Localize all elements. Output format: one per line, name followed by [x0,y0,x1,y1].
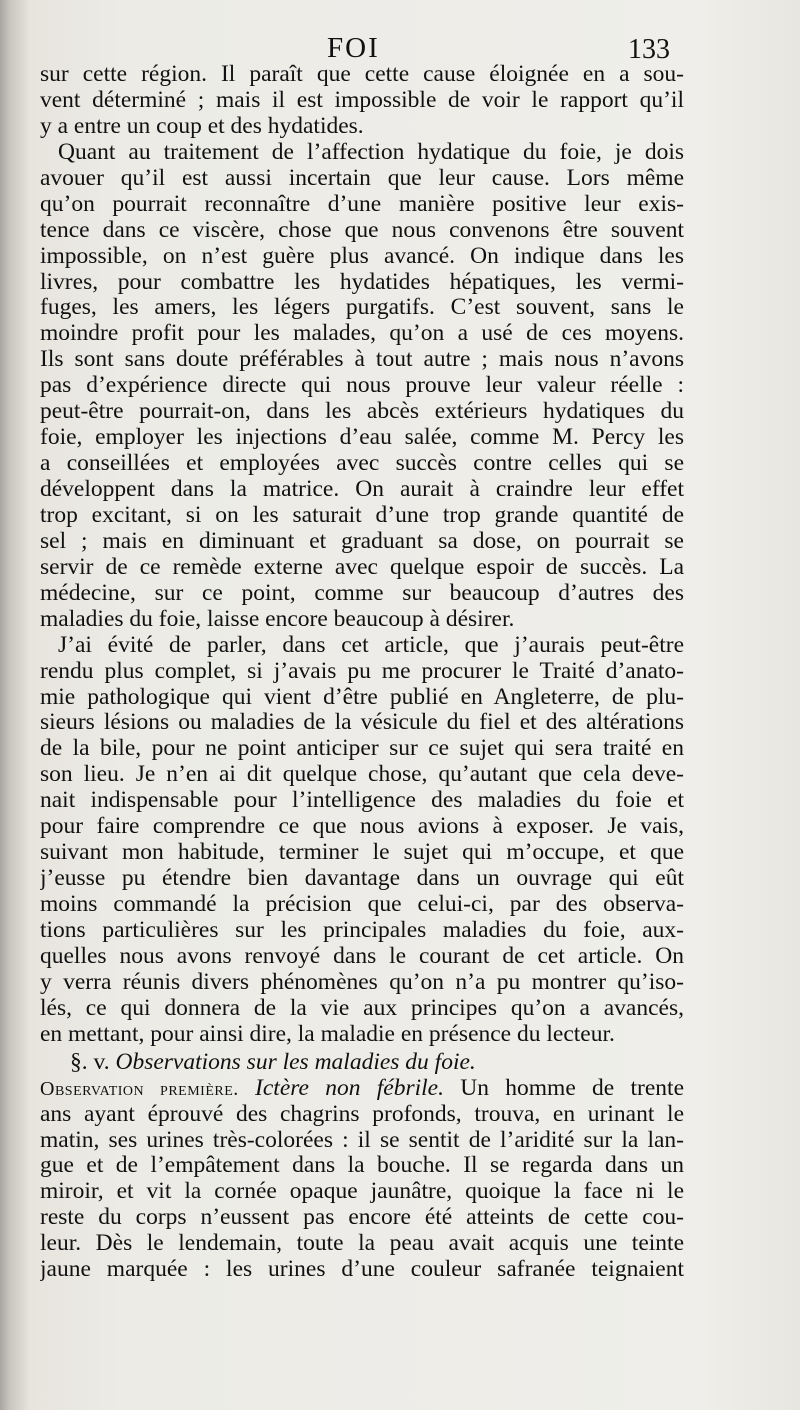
text-line: livres, pour combattre les hydatides hépatiques, les vermi- [40,269,684,295]
text-line: maladies du foie, laisse encore beaucoup à désirer. [40,606,515,632]
text-line: tence dans ce viscère, chose que nous convenons être souvent [40,217,684,243]
observation-first-line-text: Un homme de trente [460,1075,684,1101]
text-line: sur cette région. Il paraît que cette cause éloignée en a sou- [40,62,684,87]
text-line: en mettant, pour ainsi dire, la maladie en présence du lecteur. [40,1021,615,1047]
text-line: son lieu. Je n’en ai dit quelque chose, qu’autant que cela deve- [40,762,684,788]
text-line: suivant mon habitude, terminer le sujet qui m’occupe, et que [40,840,684,866]
text-line: nait indispensable pour l’intelligence des maladies du foie et [40,788,684,814]
text-line: trop excitant, si on les saturait d’une trop grande quantité de [40,502,684,528]
text-line: Quant au traitement de l’affection hydatique du foie, je dois [58,139,684,165]
text-line: qu’on pourrait reconnaître d’une manière positive leur exis- [40,191,684,217]
text-line: matin, ses urines très-colorées : il se sentit de l’aridité sur la lan- [40,1127,684,1153]
text-line: quelles nous avons renvoyé dans le courant de cet article. On [40,943,684,969]
text-line: moins commandé la précision que celui-ci, par des observa- [40,892,684,917]
text-line: mie pathologique qui vient d’être publié en Angleterre, de plu- [40,684,684,710]
text-line: y verra réunis divers phénomènes qu’on n’a pu montrer qu’iso- [40,969,684,995]
text-line: servir de ce remède externe avec quelque espoir de succès. La [40,554,684,580]
observation-label: Observation première. [40,1077,239,1100]
page-number: 133 [628,34,670,65]
text-line: rendu plus complet, si j’avais pu me procurer le Traité d’anato- [40,658,684,684]
paragraph [40,633,684,1048]
text-line: impossible, on n’est guère plus avancé. On indique dans les [40,243,684,269]
observation-first-line [40,1076,684,1102]
paragraph [40,140,684,633]
text-line: foie, employer les injections d’eau salée, comme M. Percy les [40,425,684,451]
text-line: Ils sont sans doute préférables à tout autre ; mais nous n’avons [40,347,684,373]
section-title: Observations sur les maladies du foie. [115,1048,476,1075]
text-line: médecine, sur ce point, comme sur beaucoup d’autres des [40,580,684,606]
text-line: lés, ce qui donnera de la vie aux principes qu’on a avancés, [40,995,684,1021]
text-line: fuges, les amers, les légers purgatifs. C’est souvent, sans le [40,295,684,321]
text-line: de la bile, pour ne point anticiper sur ce sujet qui sera traité en [40,736,684,762]
text-line: miroir, et vit la cornée opaque jaunâtre, quoique la face ni le [40,1179,684,1205]
text-line: reste du corps n’eussent pas encore été atteints de cette cou- [40,1205,684,1231]
section-number: §. v. [70,1048,110,1075]
text-line: développent dans la matrice. On aurait à craindre leur effet [40,477,684,502]
text-line: avouer qu’il est aussi incertain que leur cause. Lors même [40,165,684,191]
text-line: vent déterminé ; mais il est impossible de voir le rapport qu’il [40,87,684,113]
text-line: ans ayant éprouvé des chagrins profonds, trouva, en urinant le [40,1101,684,1127]
text-line: J’ai évité de parler, dans cet article, que j’aurais peut-être [58,632,684,658]
text-line: leur. Dès le lendemain, toute la peau avait acquis une teinte [40,1231,684,1257]
running-head-title: FOI [327,32,380,64]
text-line: pas d’expérience directe qui nous prouve leur valeur réelle : [40,373,684,399]
body-text [40,62,684,1283]
section-heading [40,1048,684,1076]
text-line: sel ; mais en diminuant et graduant sa dose, on pourrait se [40,528,684,554]
text-line: pour faire comprendre ce que nous avions à exposer. Je vais, [40,814,684,840]
text-line: moindre profit pour les malades, qu’on a usé de ces moyens. [40,321,684,347]
text-line: jaune marquée : les urines d’une couleur safranée teignaient [40,1257,684,1283]
observation [40,1076,684,1284]
text-line: gue et de l’empâtement dans la bouche. Il se regarda dans un [40,1153,684,1179]
text-line: y a entre un coup et des hydatides. [40,113,364,139]
observation-title: Ictère non fébrile. [255,1075,444,1101]
text-line: sieurs lésions ou maladies de la vésicule du fiel et des altérations [40,710,684,736]
text-line: a conseillées et employées avec succès contre celles qui se [40,451,684,477]
paragraph [40,62,684,140]
text-line: j’eusse pu étendre bien davantage dans un ouvrage qui eût [40,866,684,892]
text-line: peut-être pourrait-on, dans les abcès extérieurs hydatiques du [40,399,684,425]
text-line: tions particulières sur les principales maladies du foie, aux- [40,917,684,943]
